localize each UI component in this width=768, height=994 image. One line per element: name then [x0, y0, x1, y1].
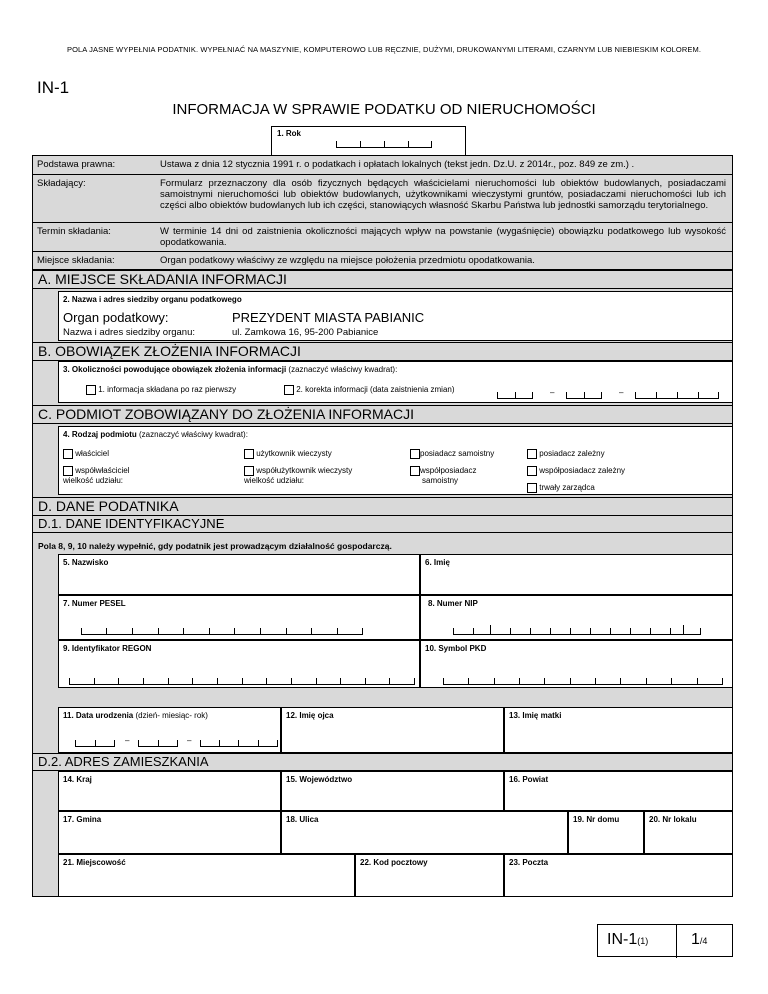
- info-row-place: [32, 252, 733, 270]
- option-co-holder[interactable]: współposiadacz samoistny: [410, 466, 476, 485]
- year-field[interactable]: [271, 126, 466, 156]
- option-dependent-holder[interactable]: posiadacz zależny: [527, 449, 605, 459]
- section-c-heading: C. PODMIOT ZOBOWIĄZANY DO ZŁOŻENIA INFORMACJI: [32, 405, 733, 424]
- field-label: 18. Ulica: [286, 815, 319, 824]
- field-label: 10. Symbol PKD: [425, 644, 487, 653]
- option-owner[interactable]: właściciel: [63, 449, 109, 459]
- organ-value: PREZYDENT MIASTA PABIANIC: [232, 310, 425, 325]
- pesel-field[interactable]: [58, 595, 420, 640]
- option-permanent-manager[interactable]: trwały zarządca: [527, 483, 595, 493]
- field-label: 20. Nr lokalu: [649, 815, 697, 824]
- correction-day-comb[interactable]: [497, 390, 533, 399]
- field-label: 2. Nazwa i adres siedziby organu podatkowego: [63, 295, 242, 304]
- organ-address-label: Nazwa i adres siedziby organu:: [63, 327, 196, 338]
- option-first-submission[interactable]: 1. informacja składana po raz pierwszy: [86, 385, 236, 395]
- section-d-heading: D. DANE PODATNIKA: [32, 497, 733, 516]
- field-label: 16. Powiat: [509, 775, 549, 784]
- field-label: 5. Nazwisko: [63, 558, 109, 567]
- nip-comb[interactable]: [453, 626, 701, 635]
- field-label: 15. Województwo: [286, 775, 353, 784]
- country-field[interactable]: [58, 771, 281, 811]
- option-independent-holder[interactable]: posiadacz samoistny: [410, 449, 494, 459]
- footer-form-id: IN-1(1): [607, 931, 649, 948]
- regon-comb[interactable]: [69, 676, 415, 685]
- locality-field[interactable]: [58, 854, 355, 897]
- option-co-dependent-holder[interactable]: współposiadacz zależny: [527, 466, 625, 476]
- info-text: W terminie 14 dni od zaistnienia okoliczności mających wpływ na powstanie (wygaśnięcie) obowiązku podatkowego lub wysokość opodatkowania.: [160, 226, 726, 248]
- field-label: 12. Imię ojca: [286, 711, 334, 720]
- section-d1-heading: D.1. DANE IDENTYFIKACYJNE: [32, 516, 733, 533]
- correction-year-comb[interactable]: [635, 390, 719, 399]
- postal-code-field[interactable]: [355, 854, 504, 897]
- info-label: Termin składania:: [37, 226, 111, 237]
- mother-name-field[interactable]: [504, 707, 733, 753]
- form-id: IN-1: [37, 78, 70, 97]
- field-label: 3. Okoliczności powodujące obowiązek złożenia informacji (zaznaczyć właściwy kwadrat):: [63, 365, 398, 374]
- field-label: 4. Rodzaj podmiotu (zaznaczyć właściwy kwadrat):: [63, 430, 248, 439]
- field-label: 21. Miejscowość: [63, 858, 126, 867]
- organ-label: Organ podatkowy:: [63, 310, 169, 325]
- page-title: INFORMACJA W SPRAWIE PODATKU OD NIERUCHOMOŚCI: [172, 101, 596, 118]
- checkbox[interactable]: [410, 466, 420, 476]
- info-row-legal-basis: [32, 156, 733, 175]
- correction-month-comb[interactable]: [566, 390, 602, 399]
- checkbox[interactable]: [527, 466, 537, 476]
- birth-day-comb[interactable]: [75, 738, 115, 747]
- municipality-field[interactable]: [58, 811, 281, 854]
- info-text: Organ podatkowy właściwy ze względu na miejsce położenia przedmiotu opodatkowania.: [160, 255, 535, 266]
- info-label: Podstawa prawna:: [37, 159, 116, 170]
- field-label: 19. Nr domu: [573, 815, 620, 824]
- field-label: 17. Gmina: [63, 815, 102, 824]
- checkbox[interactable]: [63, 449, 73, 459]
- regon-field[interactable]: [58, 640, 420, 688]
- field-label: 8. Numer NIP: [428, 599, 478, 608]
- info-row-deadline: [32, 223, 733, 252]
- field-label: 14. Kraj: [63, 775, 92, 784]
- checkbox[interactable]: [244, 449, 254, 459]
- circumstances-field: [58, 361, 733, 403]
- tax-office-field: [58, 291, 733, 341]
- info-label: Składający:: [37, 178, 86, 189]
- post-office-field[interactable]: [504, 854, 733, 897]
- checkbox[interactable]: [86, 385, 96, 395]
- page-footer: [597, 924, 733, 957]
- option-co-perpetual-user[interactable]: współużytkownik wieczysty wielkość udziału:: [244, 466, 353, 485]
- street-field[interactable]: [281, 811, 568, 854]
- checkbox[interactable]: [284, 385, 294, 395]
- option-co-owner[interactable]: współwłaściciel wielkość udziału:: [63, 466, 130, 485]
- d1-note: Pola 8, 9, 10 należy wypełnić, gdy podatnik jest prowadzącym działalność gospodarczą.: [38, 541, 392, 551]
- year-comb[interactable]: [336, 139, 432, 148]
- voivodeship-field[interactable]: [281, 771, 504, 811]
- surname-field[interactable]: [58, 554, 420, 595]
- field-label: 22. Kod pocztowy: [360, 858, 428, 867]
- footer-divider: [676, 925, 677, 958]
- checkbox[interactable]: [244, 466, 254, 476]
- info-row-submitter: [32, 175, 733, 223]
- field-label: 23. Poczta: [509, 858, 549, 867]
- birth-date-field[interactable]: [58, 707, 281, 753]
- page-number: 1/4: [691, 931, 708, 948]
- field-label: 6. Imię: [425, 558, 450, 567]
- info-text: Formularz przeznaczony dla osób fizycznych będących właścicielami nieruchomości lub obiektów budowlanych, posiadaczami samoistnymi nieruchomości lub obiektów budowlanych, użytkownikami wieczystymi gruntów, posiadaczami nieruchomości lub ich części albo obiektów budowlanych lub ich części, stanowiących własność Skarbu Państwa lub jednostki samorządu terytorialnego.: [160, 178, 726, 211]
- section-d2-heading: D.2. ADRES ZAMIESZKANIA: [32, 753, 733, 771]
- section-b-heading: B. OBOWIĄZEK ZŁOŻENIA INFORMACJI: [32, 342, 733, 361]
- organ-address-value: ul. Zamkowa 16, 95-200 Pabianice: [232, 327, 379, 338]
- field-label: 11. Data urodzenia (dzień- miesiąc- rok): [63, 711, 208, 720]
- date-separator: –: [125, 736, 130, 745]
- option-correction[interactable]: 2. korekta informacji (data zaistnienia zmian): [284, 385, 455, 395]
- option-perpetual-user[interactable]: użytkownik wieczysty: [244, 449, 332, 459]
- checkbox[interactable]: [63, 466, 73, 476]
- date-separator: –: [619, 388, 624, 397]
- first-name-field[interactable]: [420, 554, 733, 595]
- field-label: 7. Numer PESEL: [63, 599, 126, 608]
- field-label: 13. Imię matki: [509, 711, 562, 720]
- apartment-number-field[interactable]: [644, 811, 733, 854]
- date-separator: –: [187, 736, 192, 745]
- entity-type-field: [58, 426, 733, 495]
- pkd-field[interactable]: [420, 640, 733, 688]
- house-number-field[interactable]: [568, 811, 644, 854]
- pkd-comb[interactable]: [443, 676, 723, 685]
- birth-year-comb[interactable]: [200, 738, 278, 747]
- county-field[interactable]: [504, 771, 733, 811]
- birth-month-comb[interactable]: [138, 738, 178, 747]
- date-separator: –: [550, 388, 555, 397]
- field-label: 9. Identyfikator REGON: [63, 644, 152, 653]
- section-a-heading: A. MIEJSCE SKŁADANIA INFORMACJI: [32, 270, 733, 289]
- info-label: Miejsce składania:: [37, 255, 115, 266]
- info-text: Ustawa z dnia 12 stycznia 1991 r. o podatkach i opłatach lokalnych (tekst jedn. Dz.U. z 2014r., poz. 849 ze zm.) .: [160, 159, 635, 170]
- father-name-field[interactable]: [281, 707, 504, 753]
- nip-field[interactable]: [420, 595, 733, 640]
- year-label: 1. Rok: [277, 129, 302, 138]
- checkbox[interactable]: [527, 483, 537, 493]
- fill-instructions: POLA JASNE WYPEŁNIA PODATNIK. WYPEŁNIAĆ NA MASZYNIE, KOMPUTEROWO LUB RĘCZNIE, DUŻYMI, DRUKOWANYMI LITERAMI, CZARNYM LUB NIEBIESKIM KOLOREM.: [67, 45, 701, 54]
- pesel-comb[interactable]: [81, 626, 363, 635]
- checkbox[interactable]: [410, 449, 420, 459]
- checkbox[interactable]: [527, 449, 537, 459]
